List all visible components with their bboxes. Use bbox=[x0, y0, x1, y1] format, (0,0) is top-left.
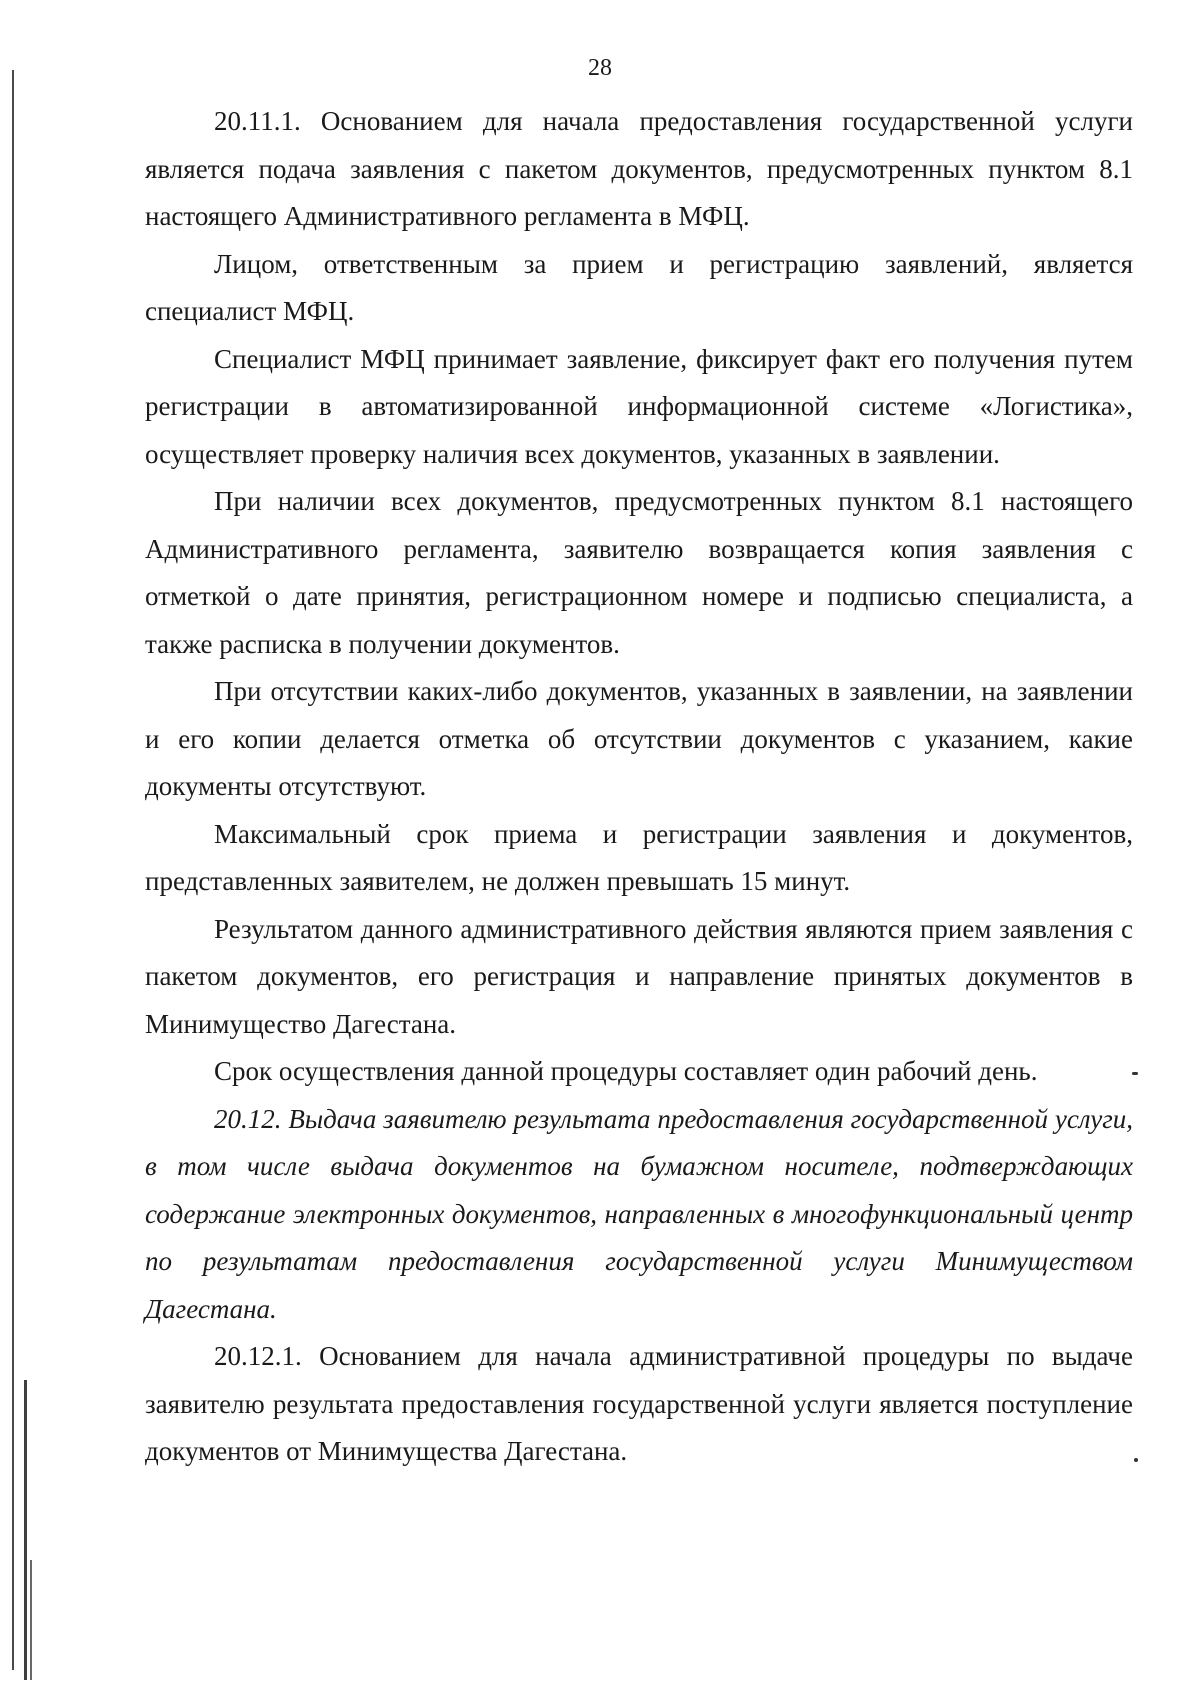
section-heading-20-12: 20.12. Выдача заявителю результата предоставления государственной услуги, в том числе выдача документов на бумажном носителе, подтверждающих содержание электронных документов, направленных в многофункциональный центр по результатам предоставления государственной услуги Минимуществом Дагестана. bbox=[145, 1103, 1133, 1324]
paragraph-missing-documents: При отсутствии каких-либо документов, указанных в заявлении, на заявлении и его копии делается отметка об отсутствии документов с указанием, какие документы отсутствуют. bbox=[145, 676, 1133, 801]
paragraph-result: Результатом данного административного действия являются прием заявления с пакетом документов, его регистрация и направление принятых документов в Минимущество Дагестана. bbox=[145, 913, 1133, 1039]
paragraph-20-11-1: 20.11.1. Основанием для начала предоставления государственной услуги является подача заявления с пакетом документов, предусмотренных пунктом 8.1 настоящего Административного регламента в МФЦ. bbox=[145, 106, 1133, 231]
page-number: 28 bbox=[588, 55, 612, 81]
paragraph-specialist-accepts: Специалист МФЦ принимает заявление, фиксирует факт его получения путем регистрации в автоматизированной информационной системе «Логистика», осуществляет проверку наличия всех документов, указанных в заявлении. bbox=[145, 343, 1133, 469]
paragraph-20-12-1: 20.12.1. Основанием для начала административной процедуры по выдаче заявителю результата предоставления государственной услуги является поступление документов от Минимущества Дагестана. bbox=[145, 1341, 1133, 1466]
scan-binding-line bbox=[30, 1560, 32, 1680]
paragraph-all-documents-present: При наличии всех документов, предусмотренных пунктом 8.1 настоящего Административного регламента, заявителю возвращается копия заявления с отметкой о дате принятия, регистрационном номере и подписью специалиста, а также расписка в получении документов. bbox=[145, 486, 1133, 659]
document-body bbox=[145, 98, 1133, 1476]
paragraph-procedure-term: Срок осуществления данной процедуры составляет один рабочий день. bbox=[214, 1056, 1038, 1086]
scan-speck bbox=[1134, 1458, 1138, 1462]
scan-binding-line bbox=[12, 70, 14, 1670]
paragraph-max-time: Максимальный срок приема и регистрации заявления и документов, представленных заявителем, не должен превышать 15 минут. bbox=[145, 818, 1133, 896]
paragraph-responsible-person: Лицом, ответственным за прием и регистрацию заявлений, является специалист МФЦ. bbox=[145, 248, 1133, 326]
scan-binding-line bbox=[24, 1380, 27, 1680]
